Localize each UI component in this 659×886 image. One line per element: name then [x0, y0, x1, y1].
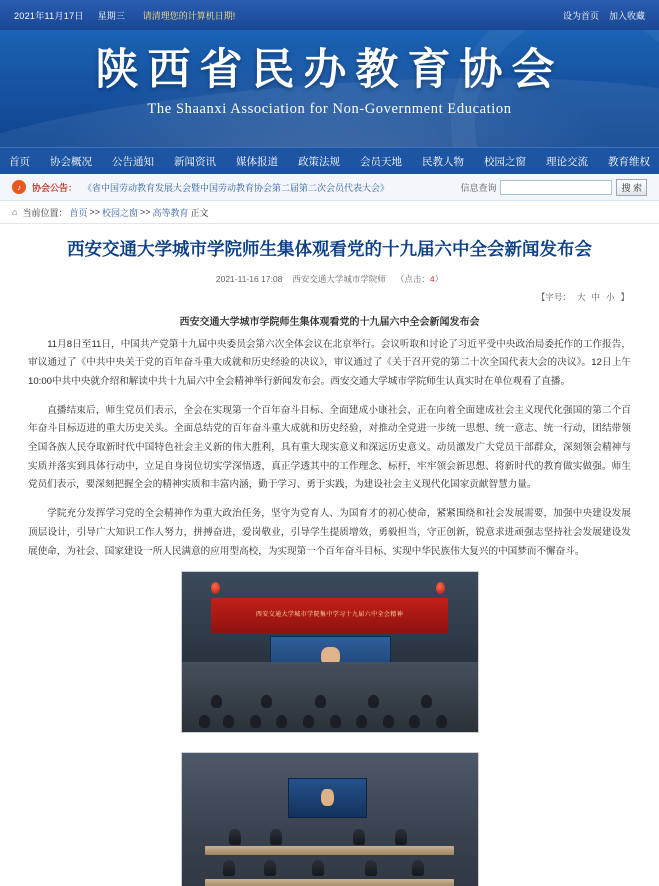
- attendee: [412, 860, 424, 876]
- audience-head: [436, 715, 447, 728]
- font-size-suffix: 】: [620, 291, 629, 302]
- top-bar: [0, 0, 659, 30]
- font-size-label: 【字号：: [536, 291, 571, 302]
- attendee: [365, 860, 377, 876]
- photo-block-1: [28, 571, 631, 738]
- article: [0, 224, 659, 886]
- attendee: [223, 860, 235, 876]
- article-paragraph-1: 11月8日至11日，中国共产党第十九届中央委员会第六次全体会议在北京举行。会议听取和讨论了习近平受中央政治局委托作的工作报告，审议通过了《中共中央关于党的百年奋斗重大成就和历史经验的决议》，审议通过了《关于召开党的第二十次全国代表大会的决议》。12日上午10:00中共中央就介绍和解读中共十九届六中全会精神举行新闻发布会。西安交通大学城市学院师生认真实时在单位观看了直播。: [28, 338, 631, 387]
- article-body: [28, 336, 631, 562]
- set-home-link[interactable]: 设为首页: [562, 10, 599, 21]
- audience-head: [330, 715, 341, 728]
- hit-suffix: ）: [434, 273, 444, 284]
- marquee-notice: 请清理您的计算机日期!: [142, 10, 236, 21]
- attendee: [353, 829, 365, 845]
- audience-head: [368, 695, 379, 708]
- horn-icon: ♪: [12, 180, 26, 194]
- audience-head: [261, 695, 272, 708]
- search-input[interactable]: [500, 180, 612, 195]
- search-button[interactable]: 搜 索: [616, 179, 647, 196]
- audience-head: [303, 715, 314, 728]
- search-area: [460, 179, 647, 196]
- audience-head: [276, 715, 287, 728]
- lantern-icon: [436, 582, 445, 594]
- desk-row: [205, 879, 454, 886]
- audience-head: [315, 695, 326, 708]
- meeting-screen: [288, 778, 367, 818]
- stage-banner-text: 西安交通大学城市学院集中学习十九届六中全会精神: [211, 598, 448, 633]
- audience-head: [211, 695, 222, 708]
- lantern-icon: [211, 582, 220, 594]
- nav-item-rights[interactable]: 教育维权: [608, 155, 650, 168]
- notice-tag: 协会公告：: [32, 182, 78, 193]
- hit-counter: [396, 273, 443, 285]
- meeting-room-photo: [181, 752, 479, 886]
- notice-bar: [0, 174, 659, 201]
- nav-item-home[interactable]: 首页: [9, 155, 30, 168]
- home-icon: ⌂: [12, 207, 18, 217]
- breadcrumb-label: 当前位置：: [22, 207, 68, 218]
- attendee: [229, 829, 241, 845]
- main-nav: [0, 147, 659, 174]
- audience-head: [223, 715, 234, 728]
- publish-time: 2021-11-16 17:08: [215, 273, 283, 284]
- breadcrumb-item-campus[interactable]: 校园之窗: [101, 207, 138, 218]
- nav-item-media[interactable]: 媒体报道: [236, 155, 278, 168]
- banner-inner: [0, 30, 659, 118]
- font-size-controls: [28, 291, 631, 303]
- font-size-large[interactable]: 大: [576, 291, 586, 302]
- breadcrumb-item-home[interactable]: 首页: [69, 207, 88, 218]
- audience-head: [356, 715, 367, 728]
- notice-text[interactable]: 《省中国劳动教育发展大会暨中国劳动教育协会第二届第二次会员代表大会》: [83, 182, 390, 193]
- font-size-small[interactable]: 小: [605, 291, 615, 302]
- attendee: [395, 829, 407, 845]
- article-meta: [28, 273, 631, 285]
- hit-label: （点击：: [395, 273, 430, 284]
- article-subtitle: 西安交通大学城市学院师生集体观看党的十九届六中全会新闻发布会: [179, 316, 480, 328]
- add-favorite-link[interactable]: 加入收藏: [608, 10, 645, 21]
- attendee: [312, 860, 324, 876]
- audience-head: [199, 715, 210, 728]
- nav-item-people[interactable]: 民教人物: [422, 155, 464, 168]
- audience-head: [383, 715, 394, 728]
- hit-count: 4: [429, 273, 435, 284]
- site-title-cn: 陕西省民办教育协会: [95, 45, 564, 95]
- article-title: 西安交通大学城市学院师生集体观看党的十九届六中全会新闻发布会: [67, 240, 592, 260]
- audience-head: [421, 695, 432, 708]
- current-date: 2021年11月17日: [14, 10, 84, 21]
- site-banner: [0, 30, 659, 147]
- auditorium-photo: [181, 571, 479, 733]
- nav-item-policy[interactable]: 政策法规: [298, 155, 340, 168]
- article-source: 西安交通大学城市学院师: [292, 273, 386, 284]
- font-size-medium[interactable]: 中: [591, 291, 600, 302]
- nav-item-theory[interactable]: 理论交流: [546, 155, 588, 168]
- breadcrumb: [0, 201, 659, 224]
- breadcrumb-item-higher-education[interactable]: 高等教育: [152, 207, 189, 218]
- audience-head: [250, 715, 261, 728]
- article-paragraph-3: 学院充分发挥学习党的全会精神作为重大政治任务，坚守为党育人、为国育才的初心使命，紧紧围绕和社会发展需要，加强中央建设发展顶层设计，引导广大知识工作人努力，拼搏奋进，爱岗敬业，引导学生提质增效，勇毅担当，守正创新，锐意求进顽强志坚持社会发展建设发展使命，为社会、国家建设一所人民满意的应用型高校，为实现第一个百年奋斗目标、实现中华民族伟大复兴的中国梦而不懈奋斗。: [28, 508, 631, 557]
- nav-item-campus[interactable]: 校园之窗: [484, 155, 526, 168]
- breadcrumb-current: 正文: [190, 207, 209, 218]
- desk-row: [205, 846, 454, 855]
- nav-item-members[interactable]: 会员天地: [360, 155, 402, 168]
- article-paragraph-2: 直播结束后，师生党员们表示，全会在实现第一个百年奋斗目标、全面建成小康社会、正在向着全面建成社会主义现代化强国的第二个百年奋斗目标迈进的重大历史关头。全面总结党的百年奋斗重大成就和历史经验，对推动全党进一步统一思想、统一意志、统一行动，团结带领全国各族人民夺取新时代中国特色社会主义新的伟大胜利，具有重大现实意义和深远历史意义。动员激发广大党员干部群众，深刻领会精神与实质并落实到具体行动中，立足自身岗位切实学深悟透，真正学透其中的工作理念、标杆，牢牢领会新思想、将新时代的教育做实做强。师生党员们表示，要深刻把握全会的精神实质和丰富内涵，勤于学习、勇于实践，为建设社会主义现代化国家贡献智慧力量。: [28, 404, 631, 491]
- nav-item-about[interactable]: 协会概况: [50, 155, 92, 168]
- nav-item-notice[interactable]: 公告通知: [112, 155, 154, 168]
- breadcrumb-sep-2: >>: [140, 207, 151, 217]
- broadcast-figure: [321, 789, 333, 806]
- photo-block-2: [28, 752, 631, 886]
- nav-item-news[interactable]: 新闻资讯: [174, 155, 216, 168]
- attendee: [270, 829, 282, 845]
- breadcrumb-sep-1: >>: [89, 207, 100, 217]
- top-bar-links: [563, 9, 645, 22]
- audience-head: [409, 715, 420, 728]
- search-label: 信息查询: [460, 182, 497, 193]
- current-weekday: 星期三: [97, 10, 125, 21]
- attendee: [264, 860, 276, 876]
- site-title-en: The Shaanxi Association for Non-Government Education: [147, 101, 512, 118]
